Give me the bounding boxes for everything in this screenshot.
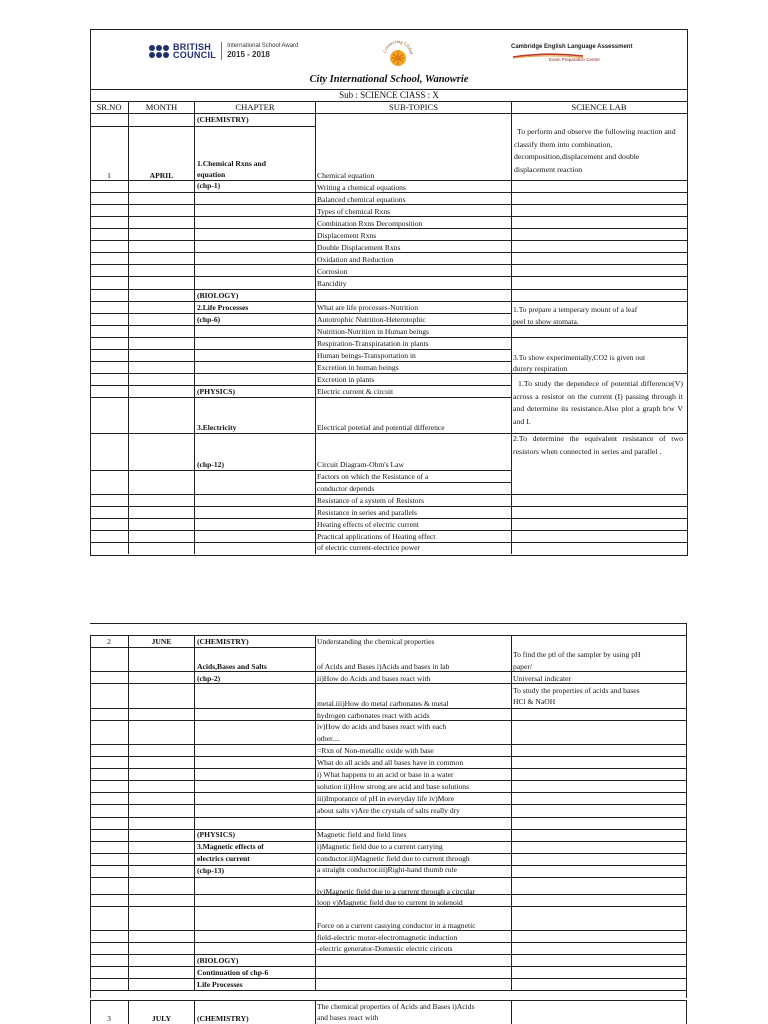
subtopic: Resistance in series and parallels [317, 508, 417, 517]
subtopic: Force on a current cassying conductor in a magnetic [317, 921, 476, 930]
subtopic: -electric generator-Domestic electric ciricuts [317, 944, 453, 953]
subtopic: Nutrition-Nutrition in Human beings [317, 327, 429, 336]
subtopic: Practical applications of Heating effect [317, 532, 436, 541]
british-council-logo [149, 42, 298, 60]
chapter-physics-label: (PHYSICS) [197, 387, 235, 396]
subtopic: iv)How do acids and bases react with each [317, 722, 447, 731]
subtopic: Displacement Rxns [317, 231, 377, 240]
subtopic: Double Displacement Rxns [317, 243, 401, 252]
column-header-subtopics: SUB-TOPICS [388, 102, 439, 112]
column-header-science-lab: SCIENCE LAB [571, 102, 627, 112]
chapter-biology-label-2: (BIOLOGY) [197, 956, 239, 965]
chapter3-title: 3.Electricity [197, 423, 237, 432]
bc-award-years: 2015 - 2018 [227, 50, 270, 59]
subtopic: Corrosion [317, 267, 348, 276]
chapter-acids-bases-salts: Acids,Bases and Salts [197, 662, 267, 671]
subtopic: Excretion in plants [317, 375, 375, 384]
lab-activity-ohms-law: 1.To study the dependece of potential difference(V) across a resistor on the current (I) passing through it and determine its resistance.Also plot a graph b/w V and I. [513, 379, 683, 426]
subtopic: Factors on which the Resistance of a [317, 472, 429, 481]
bc-award-title: International School Award [227, 43, 299, 49]
subtopic: of electric current-electrice power [317, 543, 421, 552]
subtopic: Excretion in human beings [317, 363, 399, 372]
chapter-chemistry-label: (CHEMISTRY) [197, 115, 249, 124]
cambridge-title: Cambridge English Language Assessment [511, 44, 633, 50]
subtopic: Types of chemical Rxns [317, 207, 391, 216]
chapter-magnetic-line1: 3.Magnetic effects of [197, 842, 264, 851]
bc-name-line1: BRITISH [173, 42, 212, 52]
lab-activity-equivalent-resistance: 2.To determine the equivalent resistance of two resistors when connected in series and parallel . [513, 434, 683, 456]
subtopic: Balanced chemical equations [317, 195, 406, 204]
row2-month: JUNE [151, 637, 172, 646]
subtopic: hydrogen carbonates react with acids [317, 711, 430, 720]
chapter3-code: (chp-12) [197, 460, 224, 469]
bc-name-line2: COUNCIL [173, 50, 217, 60]
column-header-chapter: CHAPTER [235, 102, 275, 112]
lab-activity-co2-line1: 3.To show experimentally,CO2 is given out [513, 353, 646, 362]
subtopic: Electrical potetial and potential difference [317, 423, 445, 432]
lab-activity-reactions: To perform and observe the following reaction and classify them into combination, decomposition,displacement and double displacement reaction [514, 127, 676, 174]
subtopic: Oxidation and Reduction [317, 255, 394, 264]
chapter2-code: (chp-6) [197, 315, 221, 324]
subtopic: ii)How do Acids and bases react with [317, 674, 431, 683]
subtopic: other.... [317, 734, 340, 743]
subtopic: conductor.ii)Magnetic field due to current through [317, 854, 470, 863]
cgc-logo-text: Connecting Global [382, 38, 414, 55]
chapter-biology-life-processes: Life Processes [197, 980, 243, 989]
subtopic: i)Magnetic field due to a current carrying [317, 842, 443, 851]
chapter-physics-label-2: (PHYSICS) [197, 830, 235, 839]
subtopic: iii)Imporance of pH in everyday life iv)More [317, 794, 455, 803]
subtopic: What are life processes-Nutrition [317, 303, 418, 312]
lab-activity-ph-line1: To find the ptl of the sampler by using pH [513, 650, 641, 659]
column-header-srno: SR.NO [96, 102, 122, 112]
subtopic: What do all acids and all bases have in common [317, 758, 464, 767]
subtopic: iv)Magnetic field due to a current through a circular [317, 887, 476, 896]
chapter-magnetic-line2: electrics current [197, 854, 250, 863]
subtopic: Circuit Diagram-Ohm's Law [317, 460, 404, 469]
lab-activity-leaf-peel-line1: 1.To prepare a temperary mount of a leaf [513, 305, 638, 314]
subtopic: of Acids and Bases i)Acids and bases in lab [317, 662, 450, 671]
subtopic: Combination Rxns Decomposition [317, 219, 423, 228]
subtopic: and bases react with [317, 1013, 379, 1022]
row1-month: APRIL [149, 171, 174, 180]
cambridge-logo [511, 44, 632, 62]
lab-activity-co2-line2: durery respiration [513, 364, 568, 373]
lab-activity-ph-line2: paper/ [513, 662, 532, 671]
subtopic: Writing a chemical equations [317, 183, 406, 192]
lab-activity-acids-bases-line2: HCl & NaOH [513, 697, 556, 706]
subject-class-line: Sub : SCIENCE CIASS : X [339, 90, 439, 100]
chapter-chemistry-label-3: (CHEMISTRY) [197, 1014, 249, 1023]
page2-top-border [90, 623, 687, 624]
row2-srno: 2 [107, 637, 111, 646]
british-council-dots-icon [149, 45, 169, 58]
row1-srno: 1 [107, 171, 111, 180]
chapter-chemistry-label-2: (CHEMISTRY) [197, 637, 249, 646]
subtopic: Heating effects of electric current [317, 520, 419, 529]
row3-month: JULY [151, 1014, 172, 1023]
subtopic: a straight conductor.iii)Right-hand thumb rule [317, 865, 457, 874]
subtopic: metal.iii)How do metal carbonates & metal [317, 699, 449, 708]
column-header-month: MONTH [145, 102, 178, 112]
chapter1-code: (chp-1) [197, 181, 221, 190]
chapter1-title-line1: 1.Chemical Rxns and [197, 159, 266, 168]
subtopic: The chemical properties of Acids and Bases i)Acids [317, 1002, 475, 1011]
subtopic: Chemical equation [317, 171, 375, 180]
cambridge-swoosh-icon [513, 53, 583, 59]
chapter2-title: 2.Life Processes [197, 303, 249, 312]
row3-srno: 3 [107, 1014, 111, 1023]
subtopic: Respiration-Transpiratation in plants [317, 339, 429, 348]
lab-activity-ph-line3: Universal indicater [513, 674, 571, 683]
connecting-global-classrooms-logo [381, 36, 415, 70]
lab-activity-acids-bases-line1: To study the properties of acids and bases [513, 686, 640, 695]
subtopic: solution ii)How strong are acid and base solutions [317, 782, 470, 791]
subtopic: Resistance of a system of Resistors [317, 496, 424, 505]
chapter-biology-continuation: Continuation of chp-6 [197, 968, 269, 977]
subtopic: loop v)Magnetic field due to current in solenoid [317, 898, 463, 907]
chapter-acids-code: (chp-2) [197, 674, 221, 683]
subtopic: field-electric motor-electromagnetic induction [317, 933, 458, 942]
subtopic: about salts v)Are the crystals of salts really dry [317, 806, 460, 815]
lab-activity-leaf-peel-line2: peel to show stomata. [513, 317, 579, 326]
subtopic: Understanding the chemical properties [317, 637, 435, 646]
chapter-biology-label: (BIOLOGY) [197, 291, 239, 300]
chapter-magnetic-code: (chp-13) [197, 866, 224, 875]
subtopic: Autotrophic Nutrition-Heterotophic [317, 315, 426, 324]
cambridge-subtitle: Exam Preparation Centre [549, 57, 600, 62]
subtopic: Electric current & circuit [317, 387, 394, 396]
header-logos [91, 32, 687, 72]
subtopic: =Rxn of Non-metallic oxide with base [317, 746, 434, 755]
subtopic: Magnetic field and field lines [317, 830, 407, 839]
subtopic: Human beings-Transportation in [317, 351, 416, 360]
subtopic: Rancidity [317, 279, 347, 288]
subtopic: i) What happens to an acid or base in a water [317, 770, 454, 779]
chapter1-title-line2: equation [197, 170, 226, 179]
school-name: City International School, Wanowrie [309, 74, 469, 85]
subtopic: conductor depends [317, 484, 375, 493]
